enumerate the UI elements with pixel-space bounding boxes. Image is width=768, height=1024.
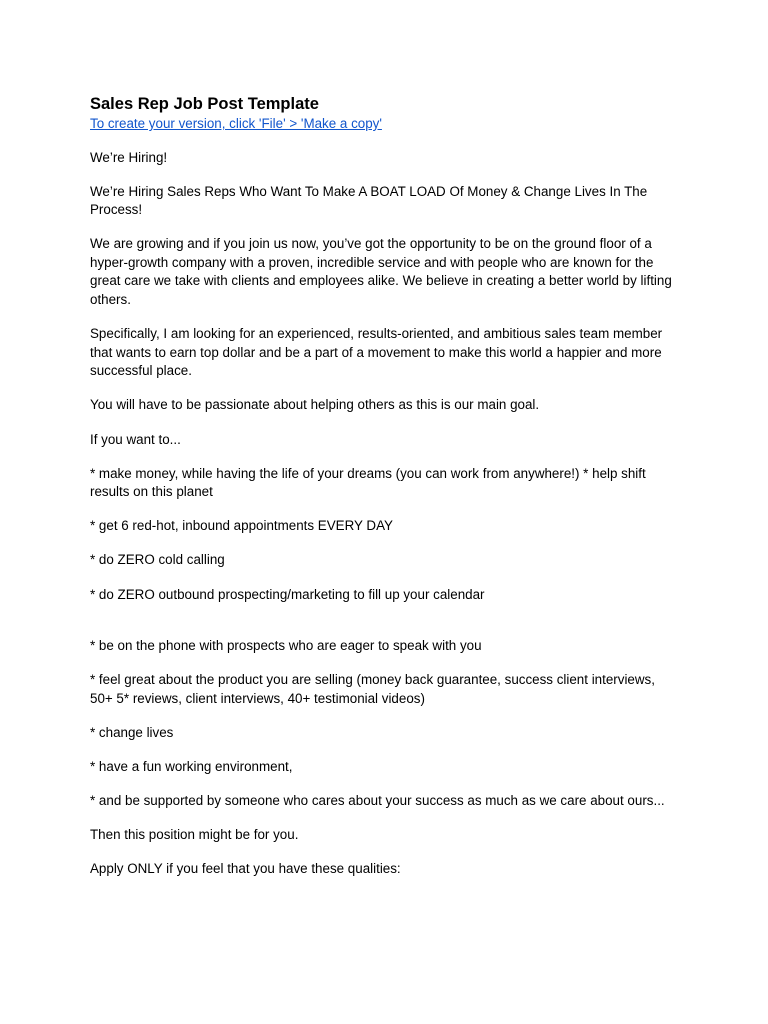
paragraph-headline: We’re Hiring Sales Reps Who Want To Make A BOAT LOAD Of Money & Change Lives In The Process!	[90, 183, 648, 218]
paragraph-position: Then this position might be for you.	[90, 827, 299, 843]
list-item-supported: * and be supported by someone who cares about your success as much as we care about ours...	[90, 793, 665, 809]
document-title: Sales Rep Job Post Template	[90, 95, 319, 113]
list-item-outbound: * do ZERO outbound prospecting/marketing to fill up your calendar	[90, 586, 485, 602]
list-item-appointments: * get 6 red-hot, inbound appointments EVERY DAY	[90, 518, 393, 534]
list-item-cold-calling: * do ZERO cold calling	[90, 552, 225, 568]
paragraph-apply-only: Apply ONLY if you feel that you have these qualities:	[90, 861, 401, 877]
paragraph-growing: We are growing and if you join us now, you’ve got the opportunity to be on the ground floor of a hyper-growth company with a proven, incredible service and with people who are known for the great care we take with clients and employees alike. We believe in creating a better world by lifting others.	[90, 236, 672, 308]
paragraph-if-you-want: If you want to...	[90, 431, 181, 447]
paragraph-passionate: You will have to be passionate about helping others as this is our main goal.	[90, 397, 540, 413]
list-item-fun-environment: * have a fun working environment,	[90, 758, 293, 774]
make-a-copy-link[interactable]: To create your version, click 'File' > 'Make a copy'	[90, 116, 382, 131]
list-item-make-money: * make money, while having the life of your dreams (you can work from anywhere!) * help shift results on this planet	[90, 465, 646, 500]
list-item-phone: * be on the phone with prospects who are eager to speak with you	[90, 638, 482, 654]
paragraph-hiring: We’re Hiring!	[90, 149, 168, 165]
paragraph-looking-for: Specifically, I am looking for an experienced, results-oriented, and ambitious sales team member that wants to earn top dollar and be a part of a movement to make this world a happier and more successful place.	[90, 326, 663, 379]
document-page	[90, 94, 680, 879]
list-item-change-lives: * change lives	[90, 724, 174, 740]
list-item-product: * feel great about the product you are selling (money back guarantee, success client interviews, 50+ 5* reviews, client interviews, 40+ testimonial videos)	[90, 672, 655, 706]
